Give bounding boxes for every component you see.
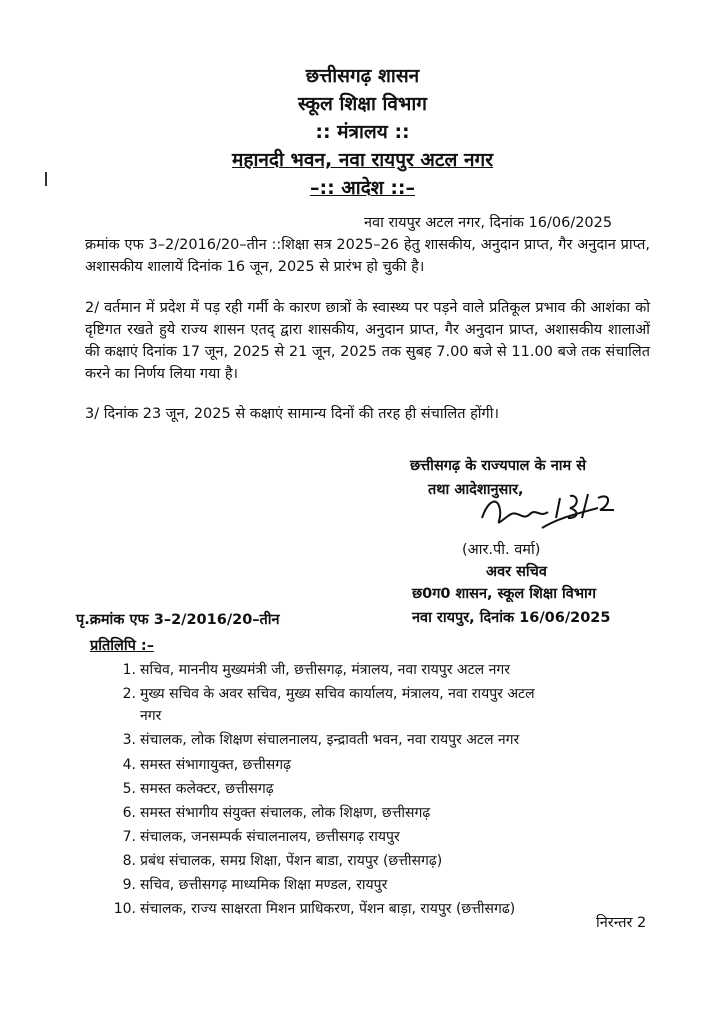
signature-authority-line1: छत्तीसगढ़ के राज्यपाल के नाम से [410,458,587,474]
list-item: 5. समस्त कलेक्टर, छत्तीसगढ़ [122,781,274,797]
order-paragraph-2: 2/ वर्तमान में प्रदेश में पड़ रही गर्मी के कारण छात्रों के स्वास्थ्य पर पड़ने वाले प्रतिकूल प्रभाव की आशंका को दृष्टिगत रखते हुये राज्य शासन एतद् द्वारा शासकीय, अनुदान प्राप्त, गैर अनुदान प्राप्त, अशासकीय शालाओं की कक्षाएं दिनांक 17 जून, 2025 से 21 जून, 2025 तक सुबह 7.00 बजे से 11.00 बजे तक संचालित करने का निर्णय लिया गया है। [85,300,650,382]
list-item: 8. प्रबंध संचालक, समग्र शिक्षा, पेंशन बाडा, रायपुर (छत्तीसगढ़) [122,853,443,869]
signatory-place-date: नवा रायपुर, दिनांक 16/06/2025 [412,610,611,626]
list-item: 3. संचालक, लोक शिक्षण संचालनालय, इन्द्रावती भवन, नवा रायपुर अटल नगर [122,732,520,748]
copy-title: प्रतिलिपि :– [90,638,154,654]
list-item: 1. सचिव, माननीय मुख्यमंत्री जी, छत्तीसगढ़, मंत्रालय, नवा रायपुर अटल नगर [122,662,510,678]
page-continuation: निरन्तर 2 [596,915,647,931]
list-item-continuation: नगर [140,708,162,724]
signatory-office: छ0ग0 शासन, स्कूल शिक्षा विभाग [412,586,596,602]
list-item: 6. समस्त संभागीय संयुक्त संचालक, लोक शिक्षण, छत्तीसगढ़ [122,805,431,821]
header-address: महानदी भवन, नवा रायपुर अटल नगर [232,149,493,171]
signatory-name: (आर.पी. वर्मा) [462,542,541,558]
list-item: 4. समस्त संभागायुक्त, छत्तीसगढ़ [122,757,291,773]
order-paragraph-1: क्रमांक एफ 3–2/2016/20–तीन ::शिक्षा सत्र 2025–26 हेतु शासकीय, अनुदान प्राप्त, गैर अनुदान प्राप्त, अशासकीय शालायें दिनांक 16 जून, 2025 से प्रारंभ हो चुकी है। [85,237,650,275]
list-item: 2. मुख्य सचिव के अवर सचिव, मुख्य सचिव कार्यालय, मंत्रालय, नवा रायपुर अटल [122,686,535,702]
header-ministry: :: मंत्रालय :: [315,121,410,143]
list-item: 7. संचालक, जनसम्पर्क संचालनालय, छत्तीसगढ़ रायपुर [122,829,400,845]
header-government: छत्तीसगढ़ शासन [305,65,420,87]
handwritten-signature [478,488,638,536]
list-item: 10. संचालक, राज्य साक्षरता मिशन प्राधिकरण, पेंशन बाड़ा, रायपुर (छत्तीसगढ) [113,901,516,917]
header-order-title: –:: आदेश ::– [309,177,416,199]
signatory-designation: अवर सचिव [486,564,547,580]
order-paragraph-3: 3/ दिनांक 23 जून, 2025 से कक्षाएं सामान्य दिनों की तरह ही संचालित होंगी। [85,406,499,422]
list-item: 9. सचिव, छत्तीसगढ़ माध्यमिक शिक्षा मण्डल, रायपुर [122,877,388,893]
signature-authority-line2: तथा आदेशानुसार, [428,482,524,498]
header-department: स्कूल शिक्षा विभाग [298,93,427,115]
copy-reference: पृ.क्रमांक एफ 3–2/2016/20–तीन [76,612,280,628]
order-place-date: नवा रायपुर अटल नगर, दिनांक 16/06/2025 [364,215,613,231]
